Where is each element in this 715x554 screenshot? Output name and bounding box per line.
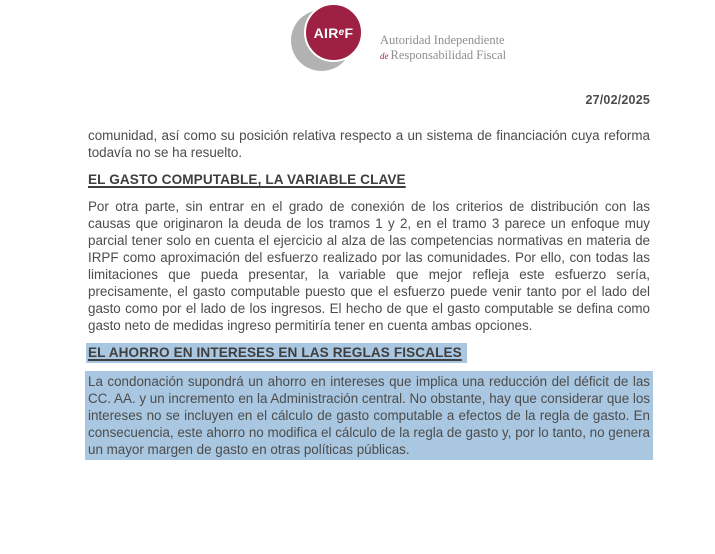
section1-paragraph: Por otra parte, sin entrar en el grado de conexión de los criterios de distribución con las causas que originaron la deuda de los tramos 1 y 2, en el tramo 3 parece un enfoque muy parcial tener solo en cuenta el ejercicio al alza de las competencias normativas en materia de IRPF como aproximación del esfuerzo realizado por las comunidades. Por ello, con todas las limitaciones que pueda presentar, la variable que mejor refleja este esfuerzo sería, precisamente, el gasto computable puesto que el esfuerzo puede venir tanto por el lado del gasto como por el lado de los ingresos. El hecho de que el gasto computable se defina como gasto neto de medidas ingreso permitiría tener en cuenta ambas opciones.	[88, 199, 650, 333]
logo-org-line2	[380, 48, 510, 64]
section-heading-gasto-computable-text: EL GASTO COMPUTABLE, LA VARIABLE CLAVE	[88, 172, 406, 187]
section-heading-gasto-computable	[88, 170, 650, 189]
airef-logo	[290, 3, 507, 73]
logo-mark-air: AIR	[313, 24, 339, 41]
section-heading-ahorro-intereses	[88, 343, 650, 362]
logo-maroon-circle	[304, 3, 363, 62]
section2-paragraph-highlighted: La condonación supondrá un ahorro en intereses que implica una reducción del déficit de las CC. AA. y un incremento en la Administración central. No obstante, hay que considerar que los intereses no se incluyen en el cálculo de gasto computable a efectos de la regla de gasto. En consecuencia, este ahorro no modifica el cálculo de la regla de gasto y, por lo tanto, no genera un mayor margen de gasto en otras políticas públicas.	[85, 371, 653, 460]
intro-paragraph: comunidad, así como su posición relativa respecto a un sistema de financiación cuya reforma todavía no se ha resuelto.	[88, 128, 650, 160]
section-heading-highlight	[86, 343, 467, 363]
logo-org-line1: Autoridad Independiente	[380, 33, 505, 47]
logo-mark-f: F	[344, 24, 354, 41]
section-heading-ahorro-intereses-text: EL AHORRO EN INTERESES EN LAS REGLAS FISCALES	[88, 345, 462, 360]
logo-de-prefix: de	[380, 51, 389, 61]
airef-logo-wordmark	[380, 33, 510, 64]
airef-logo-mark	[290, 3, 370, 73]
logo-mark-e: e	[338, 26, 345, 38]
logo-org-line2-rest: Responsabilidad Fiscal	[390, 48, 507, 62]
document-date: 27/02/2025	[585, 93, 650, 107]
document-body	[88, 127, 650, 469]
